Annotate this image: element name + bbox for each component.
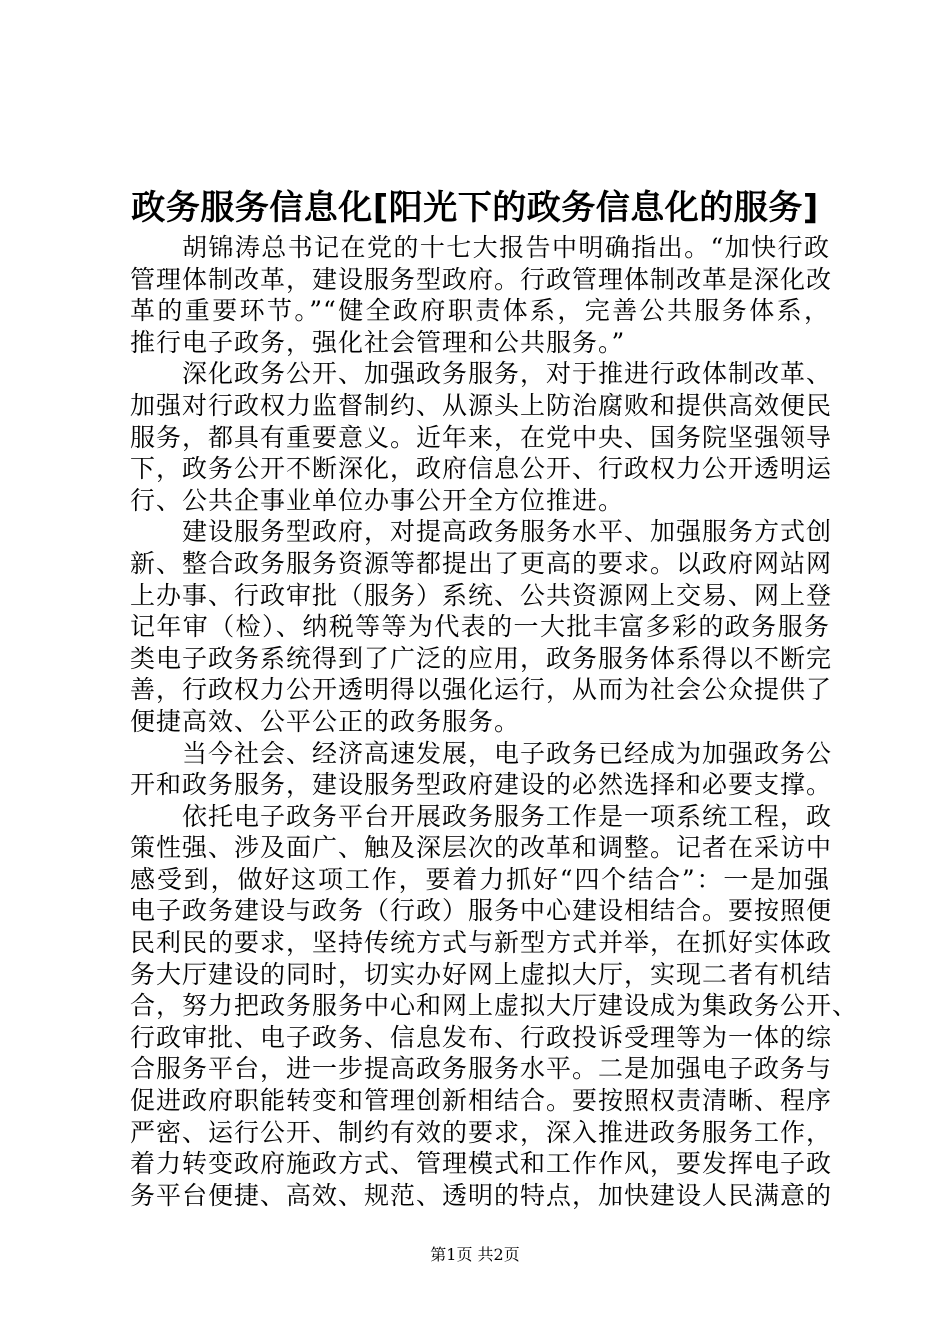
text-line: 电子政务建设与政务（行政）服务中心建设相结合。要按照便	[130, 896, 833, 926]
text-line: 便捷高效、公平公正的政务服务。	[130, 706, 521, 736]
paragraph	[130, 358, 833, 516]
text-line: 合服务平台，进一步提高政务服务水平。二是加强电子政务与	[130, 1054, 833, 1084]
text-line: 胡锦涛总书记在党的十七大报告中明确指出。“加快行政	[182, 233, 830, 262]
text-line: 深化政务公开、加强政务服务，对于推进行政体制改革、	[182, 359, 833, 389]
text-line: 民利民的要求，坚持传统方式与新型方式并举，在抓好实体政	[130, 928, 833, 958]
text-line: 记年审（检）、纳税等等为代表的一大批丰富多彩的政务服务	[130, 612, 830, 642]
paragraph	[130, 738, 833, 801]
paragraph	[130, 232, 833, 358]
text-line: 下，政务公开不断深化，政府信息公开、行政权力公开透明运	[130, 454, 833, 484]
text-line: 善，行政权力公开透明得以强化运行，从而为社会公众提供了	[130, 675, 833, 705]
text-line: 类电子政务系统得到了广泛的应用，政务服务体系得以不断完	[130, 643, 833, 673]
text-line: 依托电子政务平台开展政务服务工作是一项系统工程，政	[182, 801, 833, 831]
text-line: 合，努力把政务服务中心和网上虚拟大厅建设成为集政务公开、	[130, 991, 859, 1021]
text-line: 推行电子政务，强化社会管理和公共服务。”	[130, 327, 626, 357]
text-line: 开和政务服务，建设服务型政府建设的必然选择和必要支撑。	[130, 770, 833, 800]
text-line: 当今社会、经济高速发展，电子政务已经成为加强政务公	[182, 738, 833, 768]
text-line: 行政审批、电子政务、信息发布、行政投诉受理等为一体的综	[130, 1022, 833, 1052]
text-line: 建设服务型政府，对提高政务服务水平、加强服务方式创	[182, 517, 833, 547]
text-line: 务大厅建设的同时，切实办好网上虚拟大厅，实现二者有机结	[130, 959, 833, 989]
text-line: 着力转变政府施政方式、管理模式和工作作风，要发挥电子政	[130, 1149, 833, 1179]
text-line: 感受到，做好这项工作，要着力抓好“四个结合”：一是加强	[130, 864, 830, 894]
text-line: 严密、运行公开、制约有效的要求，深入推进政务服务工作，	[130, 1117, 833, 1147]
paragraph	[130, 801, 859, 1212]
text-line: 促进政府职能转变和管理创新相结合。要按照权责清晰、程序	[130, 1086, 833, 1116]
text-line: 策性强、涉及面广、触及深层次的改革和调整。记者在采访中	[130, 833, 833, 863]
document-body	[130, 232, 859, 1211]
text-line: 服务，都具有重要意义。近年来，在党中央、国务院坚强领导	[130, 422, 833, 452]
text-line: 加强对行政权力监督制约、从源头上防治腐败和提供高效便民	[130, 390, 833, 420]
text-line: 管理体制改革，建设服务型政府。行政管理体制改革是深化改	[130, 264, 833, 294]
text-line: 行、公共企事业单位办事公开全方位推进。	[130, 485, 625, 515]
text-line: 上办事、行政审批（服务）系统、公共资源网上交易、网上登	[130, 580, 833, 610]
paragraph	[130, 516, 833, 737]
text-line: 革的重要环节。”“健全政府职责体系，完善公共服务体系，	[130, 296, 830, 326]
text-line: 务平台便捷、高效、规范、透明的特点，加快建设人民满意的	[130, 1180, 833, 1210]
document-title: 政务服务信息化[阳光下的政务信息化的服务]	[131, 188, 819, 228]
page-footer: 第1页 共2页	[430, 1245, 520, 1264]
text-line: 新、整合政务服务资源等都提出了更高的要求。以政府网站网	[130, 548, 833, 578]
